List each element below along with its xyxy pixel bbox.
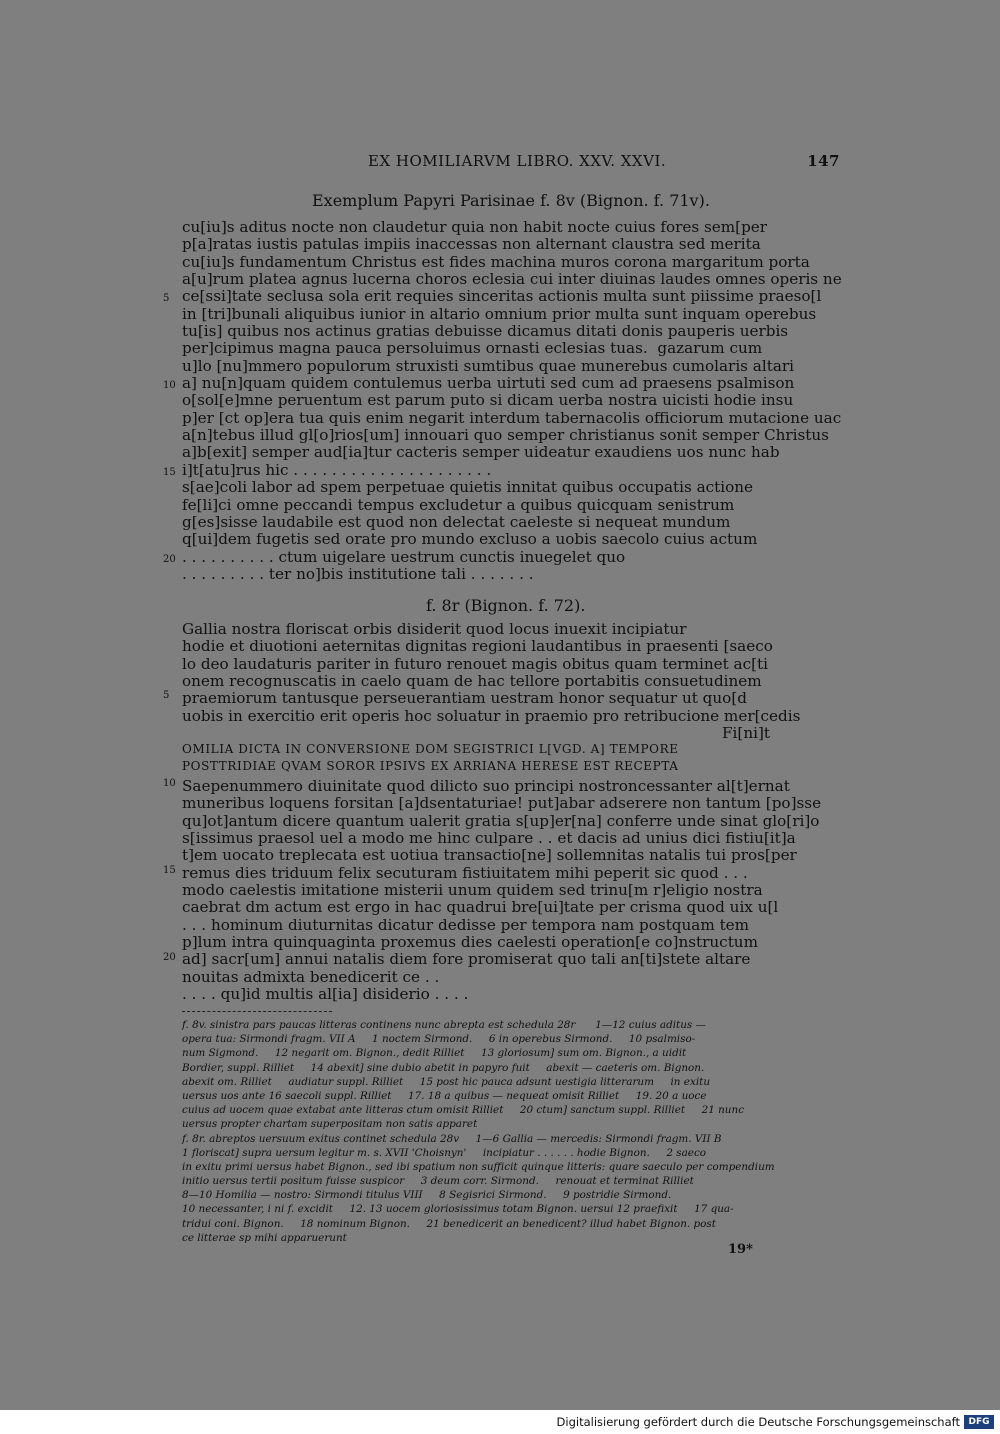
text-line: g[es]sisse laudabile est quod non delectat caeleste si nequeat mundum: [182, 512, 731, 531]
footnote-line: initio uersus tertii positum fuisse suspicor 3 deum corr. Sirmond. renouat et terminat Rilliet: [182, 1175, 694, 1188]
footnote-line: uersus uos ante 16 saecoli suppl. Rilliet 17. 18 a quibus — nequeat omisit Rilliet 19. 20 a uoce: [182, 1089, 707, 1102]
text-line: onem recognuscatis in caelo quam de hac tellore portabitis consuetudinem: [182, 672, 762, 691]
text-line: . . . . . . . . . . ctum uigelare uestrum cunctis inuegelet quo: [182, 547, 626, 566]
text-line: p]er [ct op]era tua quis enim negarit interdum tabernacolis officiorum mutacione uac: [182, 408, 842, 427]
text-line: t]em uocato treplecata est uotiua transactio[ne] sollemnitas natalis tui pros[per: [182, 846, 797, 865]
line-number: 5: [163, 690, 170, 701]
text-line: muneribus loquens forsitan [a]dsentaturiae! put]abar adserere non tantum [po]sse: [182, 794, 822, 813]
footnote-line: Bordier, suppl. Rilliet 14 abexit] sine dubio abetit in papyro fuit abexit — caeteris om. Bignon.: [182, 1061, 705, 1074]
footnote-rule: [182, 1011, 332, 1013]
text-line: p[a]ratas iustis patulas impiis inaccessas non alternant claustra sed merita: [182, 235, 761, 254]
line-number: 15: [163, 467, 176, 478]
page-number: 147: [807, 152, 840, 170]
text-line: caebrat dm actum est ergo in hac quadrui bre[ui]tate per crisma quod uix u[l: [182, 898, 779, 917]
footnote-line: 10 necessanter, i ni f. excidit 12. 13 uocem gloriosissimus totam Bignon. uersui 12 praefixit 17 qua-: [182, 1203, 734, 1216]
text-line: uobis in exercitio erit operis hoc soluatur in praemio pro retribucione mer[cedis: [182, 706, 801, 725]
homily-title: [182, 741, 679, 775]
footnote-line: num Sigmond. 12 negarit om. Bignon., dedit Rilliet 13 gloriosum] sum om. Bignon., a uidit: [182, 1047, 687, 1060]
text-line: lo deo laudaturis pariter in futuro renouet magis obitus quam terminet ac[ti: [182, 654, 768, 673]
text-line: a[n]tebus illud gl[o]rios[um] innouari quo semper christianus sonit semper Christus: [182, 426, 829, 445]
text-line: Gallia nostra floriscat orbis disiderit quod locus inuexit incipiatur: [182, 620, 687, 638]
text-line: in [tri]bunali aliquibus iunior in altario omnium prior multa sunt inquam operebus: [182, 304, 817, 323]
line-number: 20: [163, 554, 176, 565]
running-head: [180, 152, 840, 174]
papyrus-text-8v: [182, 219, 842, 583]
line-number: 10: [163, 380, 176, 391]
line-number: 15: [163, 865, 176, 876]
footer-text: Digitalisierung gefördert durch die Deutsche Forschungsgemeinschaft: [556, 1415, 960, 1429]
text-line: ce[ssi]tate seclusa sola erit requies sinceritas actionis multa sunt piissime praeso[l: [182, 287, 822, 306]
footnote-line: 8—10 Homilia — nostro: Sirmondi titulus VIII 8 Segisrici Sirmond. 9 postridie Sirmond.: [182, 1189, 672, 1202]
footnote-line: abexit om. Rilliet audiatur suppl. Rilliet 15 post hic pauca adsunt uestigia litterarum in exitu: [182, 1075, 711, 1088]
signature-mark: 19*: [728, 1242, 753, 1257]
footnote-line: cuius ad uocem quae extabat ante litteras ctum omisit Rilliet 20 ctum] sanctum suppl. Rilliet 21 nunc: [182, 1104, 745, 1117]
footnote-line: tridui coni. Bignon. 18 nominum Bignon. 21 benedicerit an benedicent? illud habet Bignon. post: [182, 1217, 716, 1230]
line-number: 20: [163, 952, 176, 963]
footnote-line: f. 8r. abreptos uersuum exitus continet schedula 28v 1—6 Gallia — mercedis: Sirmondi fragm. VII B: [182, 1132, 722, 1145]
line-number: 5: [163, 293, 170, 304]
finit-label: Fi[ni]t: [722, 724, 770, 742]
text-line: . . . . . . . . . ter no]bis institutione tali . . . . . . .: [182, 564, 534, 583]
text-line: Saepenummero diuinitate quod dilicto suo principi nostroncessanter al[t]ernat: [182, 777, 790, 795]
text-line: . . . . qu]id multis al[ia] disiderio . . . .: [182, 985, 469, 1004]
section-heading-papyrus-8r: f. 8r (Bignon. f. 72).: [426, 596, 586, 615]
footnote-line: uersus propter chartam superpositam non satis apparet: [182, 1118, 478, 1131]
text-line: ad] sacr[um] annui natalis diem fore promiserat quo tali an[ti]stete altare: [182, 950, 751, 969]
homily-title-line: POSTTRIDIAE QVAM SOROR IPSIVS EX ARRIANA HERESE EST RECEPTA: [182, 759, 679, 773]
text-line: p]lum intra quinquaginta proxemus dies caelesti operation[e co]nstructum: [182, 933, 758, 952]
footnote-line: ce litterae sp mihi apparuerunt: [182, 1231, 347, 1244]
footer-bar: [0, 1410, 1000, 1434]
text-line: per]cipimus magna pauca persoluimus ornasti eclesias tuas. gazarum cum: [182, 339, 763, 358]
text-line: a[u]rum platea agnus lucerna choros eclesia cui inter diuinas laudes omnes operis ne: [182, 270, 842, 289]
text-line: cu[iu]s aditus nocte non claudetur quia non habit nocte cuius fores sem[per: [182, 218, 768, 236]
text-line: s[ae]coli labor ad spem perpetuae quietis innitat quibus occupatis actione: [182, 478, 754, 497]
text-line: qu]ot]antum dicere quantum ualerit gratia s[up]er[na] conferre unde sinat glo[ri]o: [182, 811, 820, 830]
text-line: fe[li]ci omne peccandi tempus excludetur a quibus quicquam senistrum: [182, 495, 735, 514]
footnote-line: f. 8v. sinistra pars paucas litteras continens nunc abrepta est schedula 28r 1—12 cuius aditus —: [182, 1019, 706, 1031]
text-line: . . . hominum diuturnitas dicatur dedisse per tempora nam postquam tem: [182, 915, 750, 934]
text-line: s[issimus praesol uel a modo me hinc culpare . . et dacis ad unius dici fistiu[it]a: [182, 829, 796, 848]
text-line: nouitas admixta benedicerit ce . .: [182, 967, 440, 986]
text-line: tu[is] quibus nos actinus gratias debuisse dicamus ditati donis pauperis uerbis: [182, 322, 789, 341]
text-line: hodie et diuotioni aeternitas dignitas regioni laudantibus in praesenti [saeco: [182, 637, 773, 656]
footnote-line: in exitu primi uersus habet Bignon., sed ibi spatium non sufficit quinque litteris: quare saeculo per compendium: [182, 1160, 775, 1173]
footnote-line: opera tua: Sirmondi fragm. VII A 1 noctem Sirmond. 6 in operebus Sirmond. 10 psalmiso-: [182, 1033, 696, 1046]
text-line: remus dies triduum felix secuturam fistiuitatem mihi peperit sic quod . . .: [182, 863, 748, 882]
footnote-line: 1 floriscat] supra uersum legitur m. s. XVII 'Choisnyn' incipiatur . . . . . . hodie Bignon. 2 saeco: [182, 1146, 707, 1159]
homily-title-line: OMILIA DICTA IN CONVERSIONE DOM SEGISTRICI L[VGD. A] TEMPORE: [182, 742, 679, 756]
text-line: u]lo [nu]mmero populorum struxisti sumtibus quae munerebus cumolaris altari: [182, 356, 794, 375]
text-line: o[sol[e]mne peruentum est parum puto si dicam uerba nostra uicisti hodie insu: [182, 391, 794, 410]
papyrus-text-8r: [182, 621, 800, 725]
section-heading-papyrus-8v: Exemplum Papyri Parisinae f. 8v (Bignon. f. 71v).: [312, 191, 710, 210]
text-line: a] nu[n]quam quidem contulemus uerba uirtuti sed cum ad praesens psalmison: [182, 374, 795, 393]
text-line: modo caelestis imitatione misterii unum quidem sed trinu[m r]eligio nostra: [182, 881, 763, 900]
text-line: cu[iu]s fundamentum Christus est fides machina muros corona margaritum porta: [182, 252, 810, 271]
text-line: q[ui]dem fugetis sed orate pro mundo excluso a uobis saecolo cuius actum: [182, 530, 758, 549]
text-line: a]b[exit] semper aud[ia]tur cacteris semper uideatur exaudiens uos nunc hab: [182, 443, 780, 462]
critical-apparatus: [182, 1018, 838, 1245]
text-line: praemiorum tantusque perseuerantiam uestram honor sequatur ut quo[d: [182, 689, 747, 708]
line-number: 10: [163, 778, 176, 789]
homily-text: [182, 778, 821, 1003]
running-title: EX HOMILIARVM LIBRO. XXV. XXVI.: [368, 152, 667, 170]
dfg-logo: DFG: [964, 1415, 994, 1429]
text-line: i]t[atu]rus hic . . . . . . . . . . . . . . . . . . . . .: [182, 460, 492, 479]
